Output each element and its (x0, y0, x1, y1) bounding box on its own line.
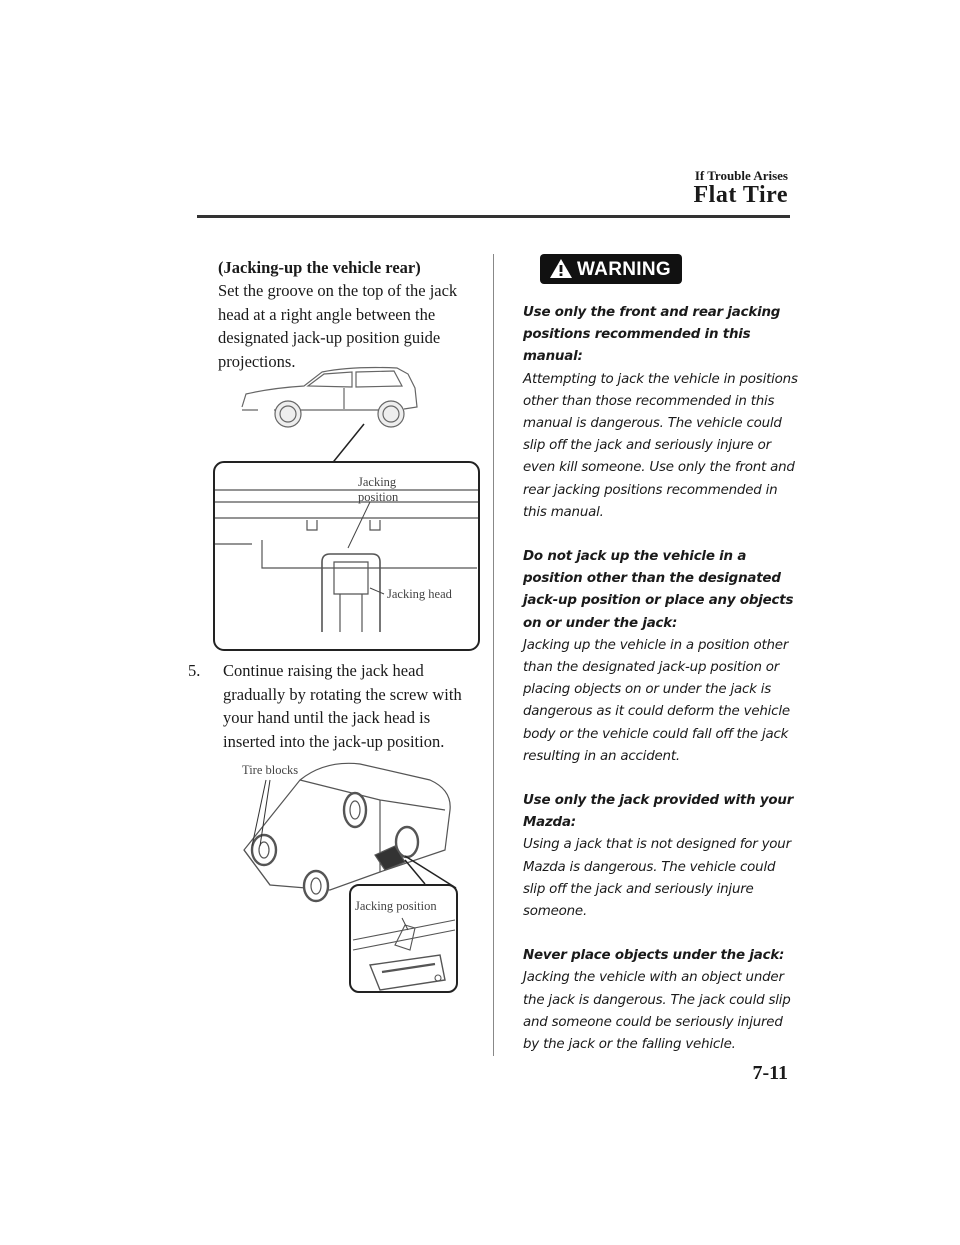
warning-list (523, 302, 798, 1078)
warning-heading: Do not jack up the vehicle in a position other than the designated jack-up position or place any objects on or under the jack: (523, 549, 794, 631)
jack-rear-heading: (Jacking-up the vehicle rear) (218, 258, 421, 277)
label-jacking-position: Jacking position (355, 899, 437, 913)
warning-badge (540, 254, 682, 284)
warning-heading: Use only the front and rear jacking positions recommended in this manual: (523, 305, 781, 365)
label-jacking-position-1: Jacking (358, 475, 397, 489)
warning-heading: Use only the jack provided with your Mazda: (523, 793, 794, 831)
jack-rear-body: Set the groove on the top of the jack head at a right angle between the designated jack-up position guide projections. (218, 281, 458, 371)
suv-perspective-view (244, 763, 450, 901)
step-number: 5. (188, 661, 201, 680)
warning-item (523, 302, 798, 524)
suv-side-view (242, 368, 417, 428)
warning-body: Jacking up the vehicle in a position other than the designated jack-up position or placing objects on or under the jack is dangerous as it could deform the vehicle body or the vehicle could fall off the jack resulting in an accident. (523, 637, 790, 764)
step-5 (188, 659, 478, 753)
label-tire-blocks: Tire blocks (242, 763, 299, 777)
warning-item (523, 790, 798, 923)
jacked-vehicle-figure (230, 750, 470, 995)
warning-body: Attempting to jack the vehicle in positions other than those recommended in this manual is dangerous. The vehicle could slip off the jack and seriously injure or even kill someone. Use only the front and rear jacking positions recommended in this manual. (523, 371, 798, 520)
warning-label: WARNING (577, 259, 671, 280)
step-text: Continue raising the jack head gradually by rotating the screw with your hand until the jack head is inserted into the jack-up position. (223, 661, 462, 751)
callout-line (330, 424, 364, 466)
column-divider (493, 254, 494, 1056)
section-label: If Trouble Arises (694, 168, 788, 183)
page-number: 7-11 (752, 1062, 788, 1084)
warning-body: Jacking the vehicle with an object under the jack is dangerous. The jack could slip and someone could be seriously injured by the jack or the falling vehicle. (523, 970, 791, 1053)
warning-heading: Never place objects under the jack: (523, 948, 785, 964)
warning-triangle-icon (549, 258, 573, 279)
label-jacking-position-2: position (358, 490, 399, 504)
jacking-position-figure (212, 362, 482, 652)
label-jacking-head: Jacking head (387, 587, 452, 601)
header-rule (197, 215, 790, 218)
warning-body: Using a jack that is not designed for your Mazda is dangerous. The vehicle could slip off the jack and seriously injure someone. (523, 837, 791, 920)
warning-item (523, 546, 798, 768)
chapter-title: Flat Tire (693, 182, 788, 208)
warning-item (523, 945, 798, 1056)
